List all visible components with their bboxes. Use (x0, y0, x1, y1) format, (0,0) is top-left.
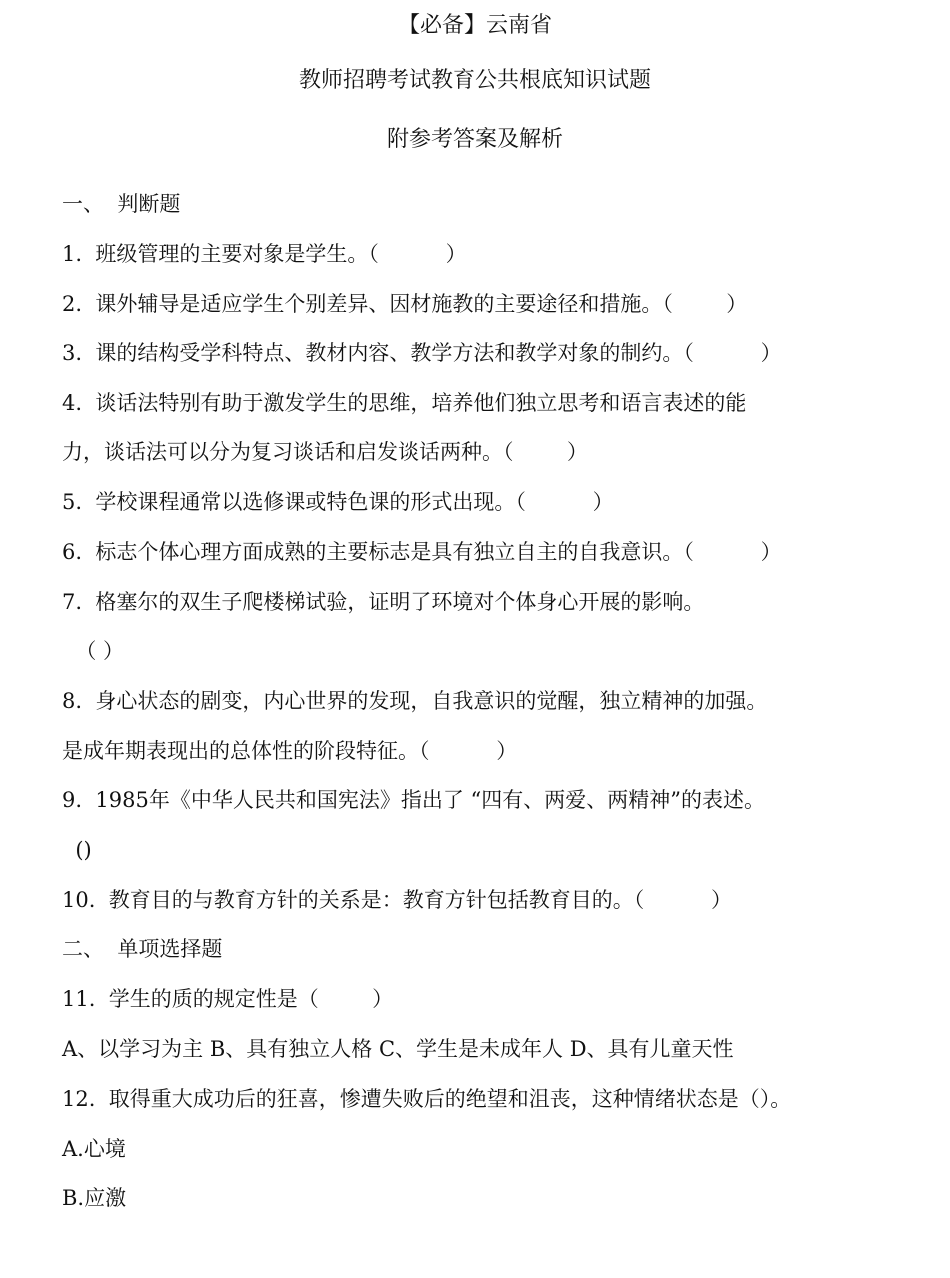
question-9-line-1: 9. 1985年《中华人民共和国宪法》指出了 “四有、两爱、两精神”的表述。 (62, 788, 765, 812)
question-4-line-1: 4. 谈话法特别有助于激发学生的思维，培养他们独立思考和语言表述的能 (62, 391, 747, 415)
section-heading-true-false: 一、 判断题 (62, 192, 181, 216)
question-10: 10. 教育目的与教育方针的关系是：教育方针包括教育目的。（ ） (62, 888, 732, 912)
document-title-line-3: 附参考答案及解析 (386, 127, 563, 152)
document-title-line-1: 【必备】云南省 (397, 13, 552, 38)
question-7-line-1: 7. 格塞尔的双生子爬楼梯试验，证明了环境对个体身心开展的影响。 (62, 590, 705, 614)
section-heading-single-choice: 二、 单项选择题 (62, 937, 223, 961)
question-7-line-2: （ ） (62, 639, 125, 663)
question-8-line-1: 8. 身心状态的剧变，内心世界的发现，自我意识的觉醒，独立精神的加强。 (62, 689, 768, 713)
question-2: 2. 课外辅导是适应学生个别差异、因材施教的主要途径和措施。（ ） (62, 292, 748, 316)
question-12-option-a: A.心境 (62, 1137, 126, 1161)
question-11-options: A、以学习为主 B、具有独立人格 C、学生是未成年人 D、具有儿童天性 (62, 1037, 734, 1061)
question-1: 1. 班级管理的主要对象是学生。（ ） (62, 242, 467, 266)
question-11: 11. 学生的质的规定性是（ ） (62, 987, 394, 1011)
question-12: 12. 取得重大成功后的狂喜，惨遭失败后的绝望和沮丧，这种情绪状态是（）。 (62, 1087, 792, 1111)
question-12-option-b: B.应激 (62, 1186, 127, 1210)
question-8-line-2: 是成年期表现出的总体性的阶段特征。（ ） (62, 739, 518, 763)
question-6: 6. 标志个体心理方面成熟的主要标志是具有独立自主的自我意识。（ ） (62, 540, 782, 564)
question-3: 3. 课的结构受学科特点、教材内容、教学方法和教学对象的制约。（ ） (62, 341, 782, 365)
document-title-line-2: 教师招聘考试教育公共根底知识试题 (298, 68, 651, 93)
question-4-line-2: 力，谈话法可以分为复习谈话和启发谈话两种。（ ） (62, 440, 588, 464)
question-9-line-2: () (62, 838, 92, 862)
question-5: 5. 学校课程通常以选修课或特色课的形式出现。（ ） (62, 490, 614, 514)
